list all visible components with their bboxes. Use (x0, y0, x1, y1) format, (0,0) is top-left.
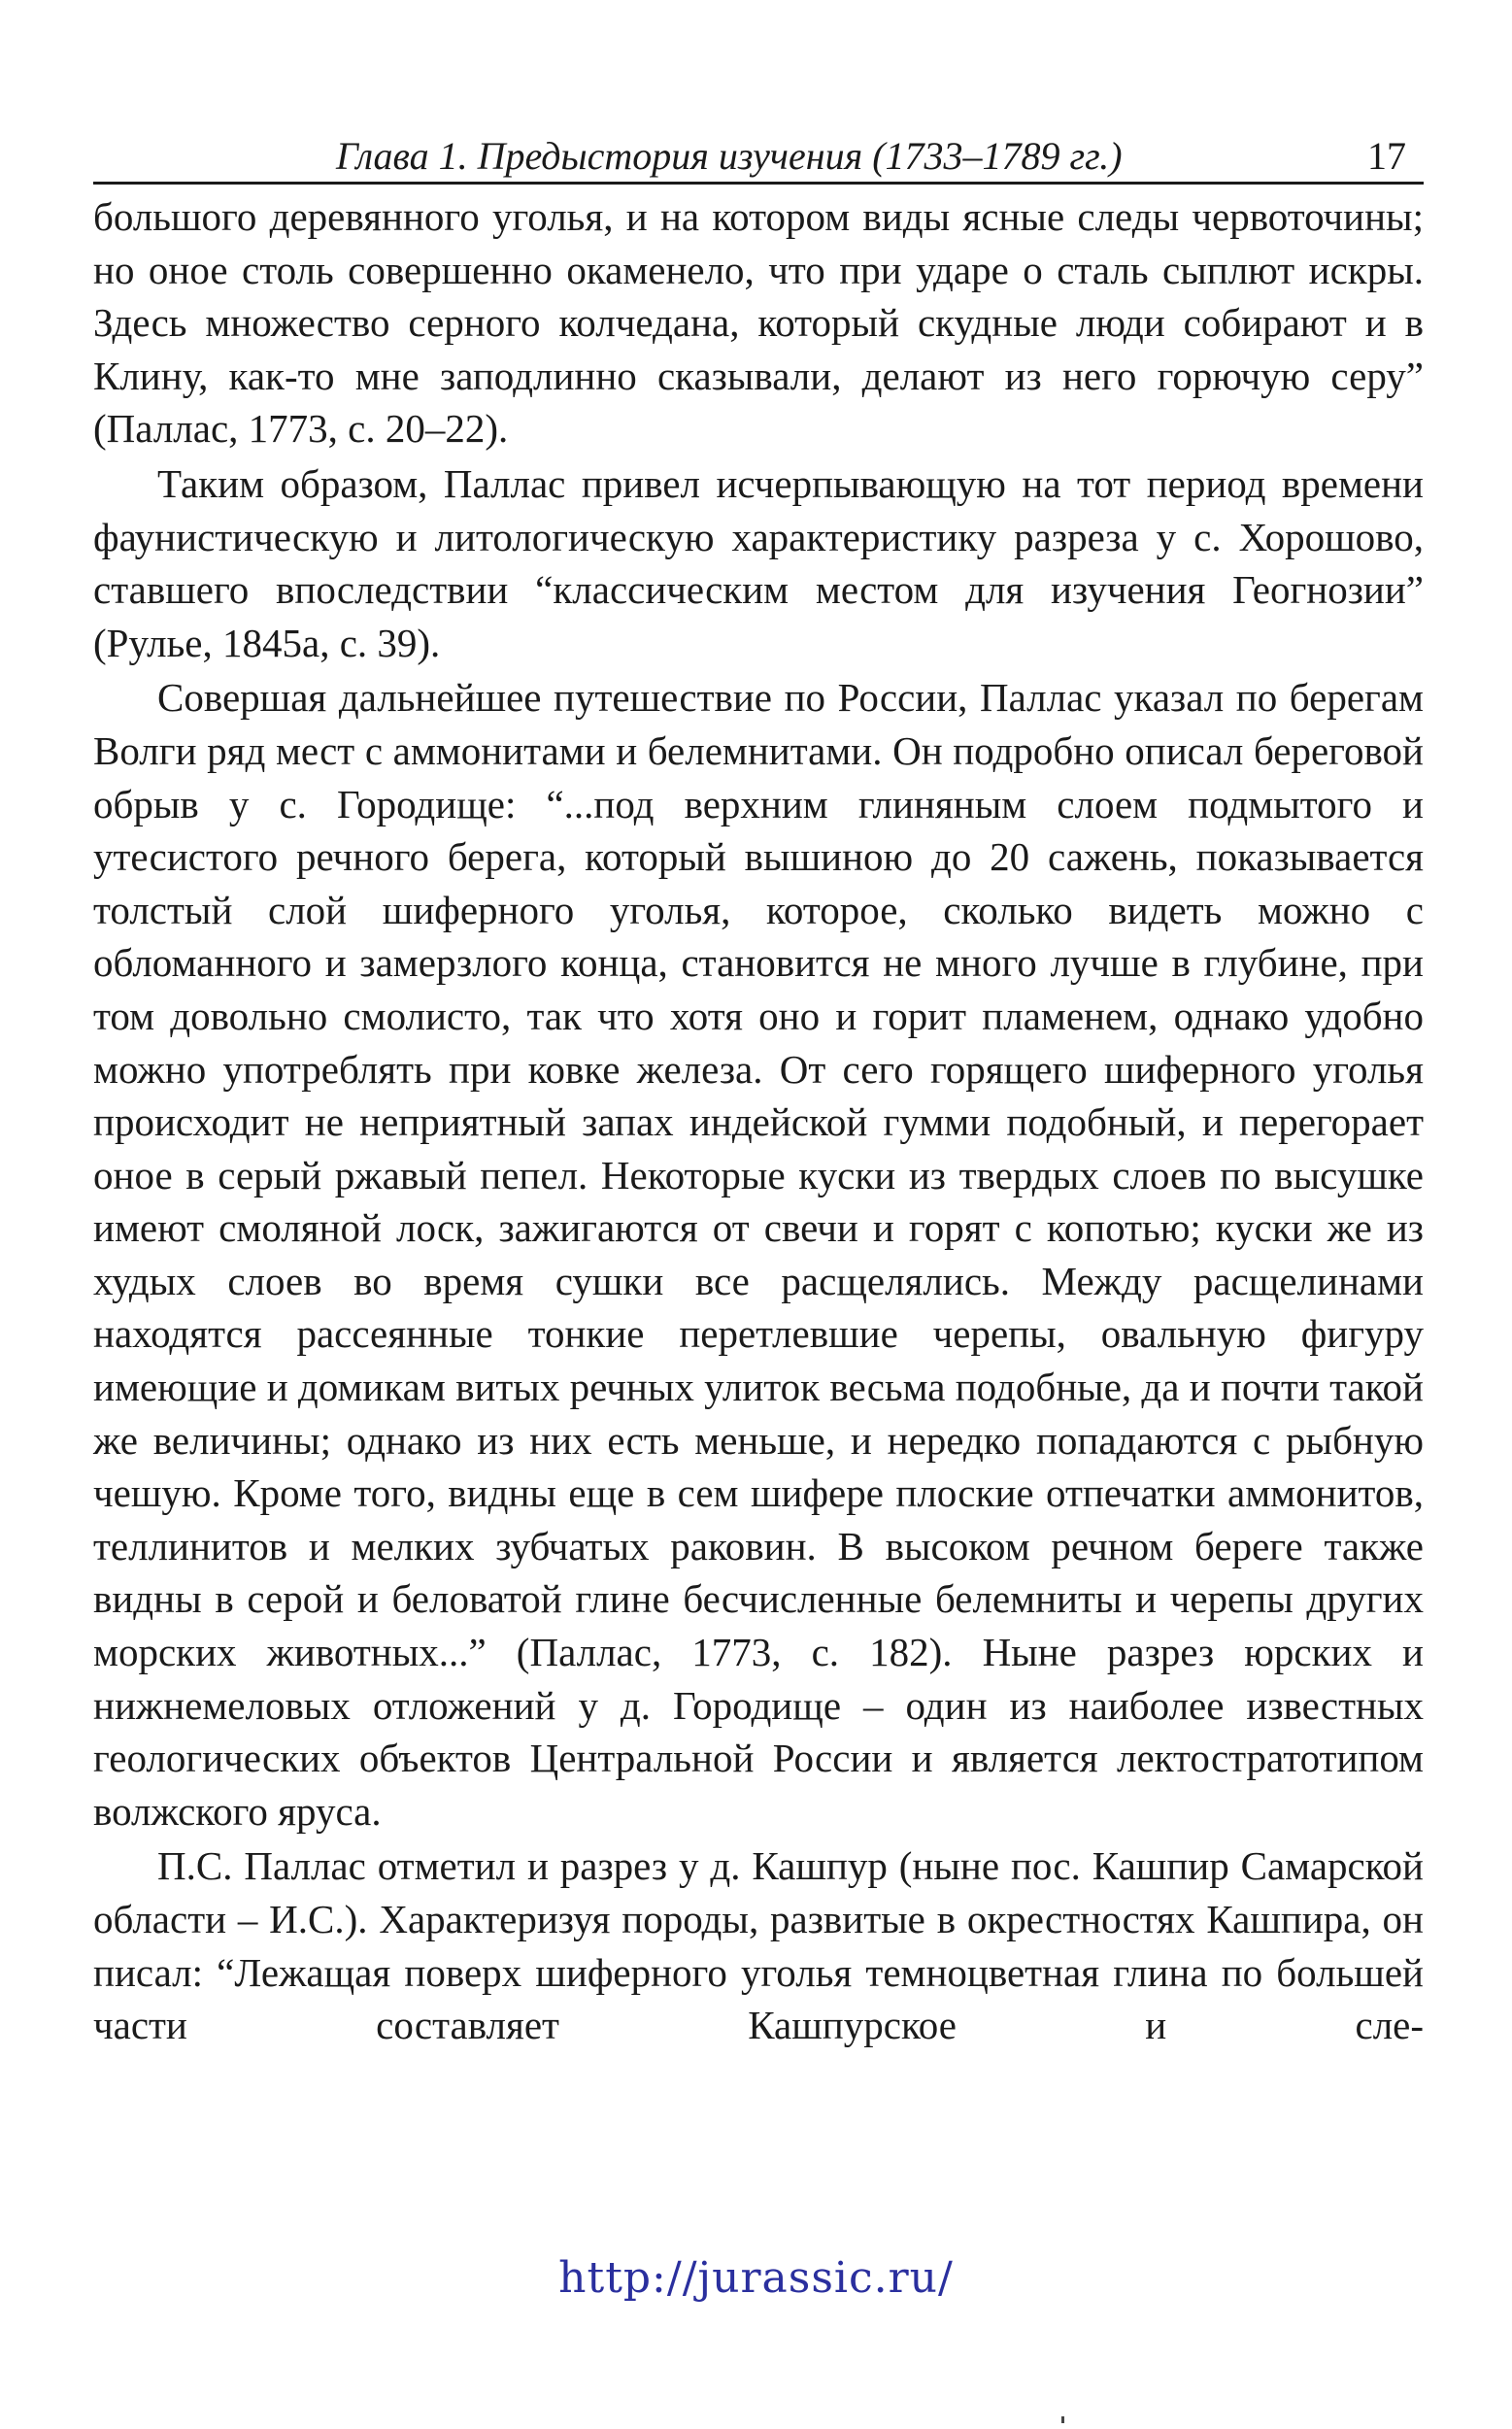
book-page (93, 121, 1424, 2054)
paragraph-continuation: большого деревянного уголья, и на котором виды ясные следы червоточины; но оное столь совершенно окаменело, что при ударе о сталь сыплют искры. Здесь множество серного колчедана, который скудные люди собирают и в Клину, как-то мне заподлинно сказывали, делают из него горючую серу” (Паллас, 1773, с. 20–22). (93, 194, 1424, 452)
scan-artifact (1061, 2416, 1064, 2423)
paragraph: Совершая дальнейшее путешествие по России, Паллас указал по берегам Волги ряд мест с аммонитами и белемнитами. Он подробно описал береговой обрыв у с. Городище: “...под верхним глиняным слоем подмытого и утесистого речного берега, который вышиною до 20 сажень, показывается толстый слой шиферного уголья, которое, сколько видеть можно с обломанного и замерзлого конца, становится не много лучше в глубине, при том довольно смолисто, так что хотя оно и горит пламенем, однако удобно можно употреблять при ковке железа. От сего горящего шиферного уголья происходит не неприятный запах индейской гумми подобный, и перегорает оное в серый ржавый пепел. Некоторые куски из твердых слоев по высушке имеют смоляной лоск, зажигаются от свечи и горят с копотью; куски же из худых слоев во время сушки все расщелялись. Между расщелинами находятся рассеянные тонкие перетлевшие черепы, овальную фигуру имеющие и домикам витых речных улиток весьма подобные, да и почти такой же величины; однако из них есть меньше, и нередко попадаются с рыбную чешую. Кроме того, видны еще в сем шифере плоские отпечатки аммонитов, теллинитов и мелких зубчатых раковин. В высоком речном береге также видны в серой и беловатой глине бесчисленные белемниты и черепы других морских животных...” (Паллас, 1773, с. 182). Ныне разрез юрских и нижнемеловых отложений у д. Городище – один из наиболее известных геологических объектов Центральной России и является лектостратотипом волжского яруса. (93, 675, 1424, 1834)
running-header (93, 121, 1424, 185)
page-number: 17 (1367, 134, 1406, 178)
source-url[interactable]: http://jurassic.ru/ (558, 2253, 954, 2303)
paragraph: Таким образом, Паллас привел исчерпывающую на тот период времени фаунистическую и литологическую характеристику разреза у с. Хорошово, ставшего впоследствии “классическим местом для изучения Геогнозии” (Рулье, 1845а, с. 39). (93, 460, 1424, 665)
paragraph: П.С. Паллас отметил и разрез у д. Кашпур (ныне пос. Кашпир Самарской области – И.С.). Характеризуя породы, развитые в окрестностях Кашпира, он писал: “Лежащая поверх шиферного уголья темноцветная глина по большей части составляет Кашпурское и сле- (93, 1843, 1424, 2048)
main-text (93, 190, 1424, 2052)
chapter-title: Глава 1. Предыстория изучения (1733–1789 гг.) (336, 134, 1123, 178)
